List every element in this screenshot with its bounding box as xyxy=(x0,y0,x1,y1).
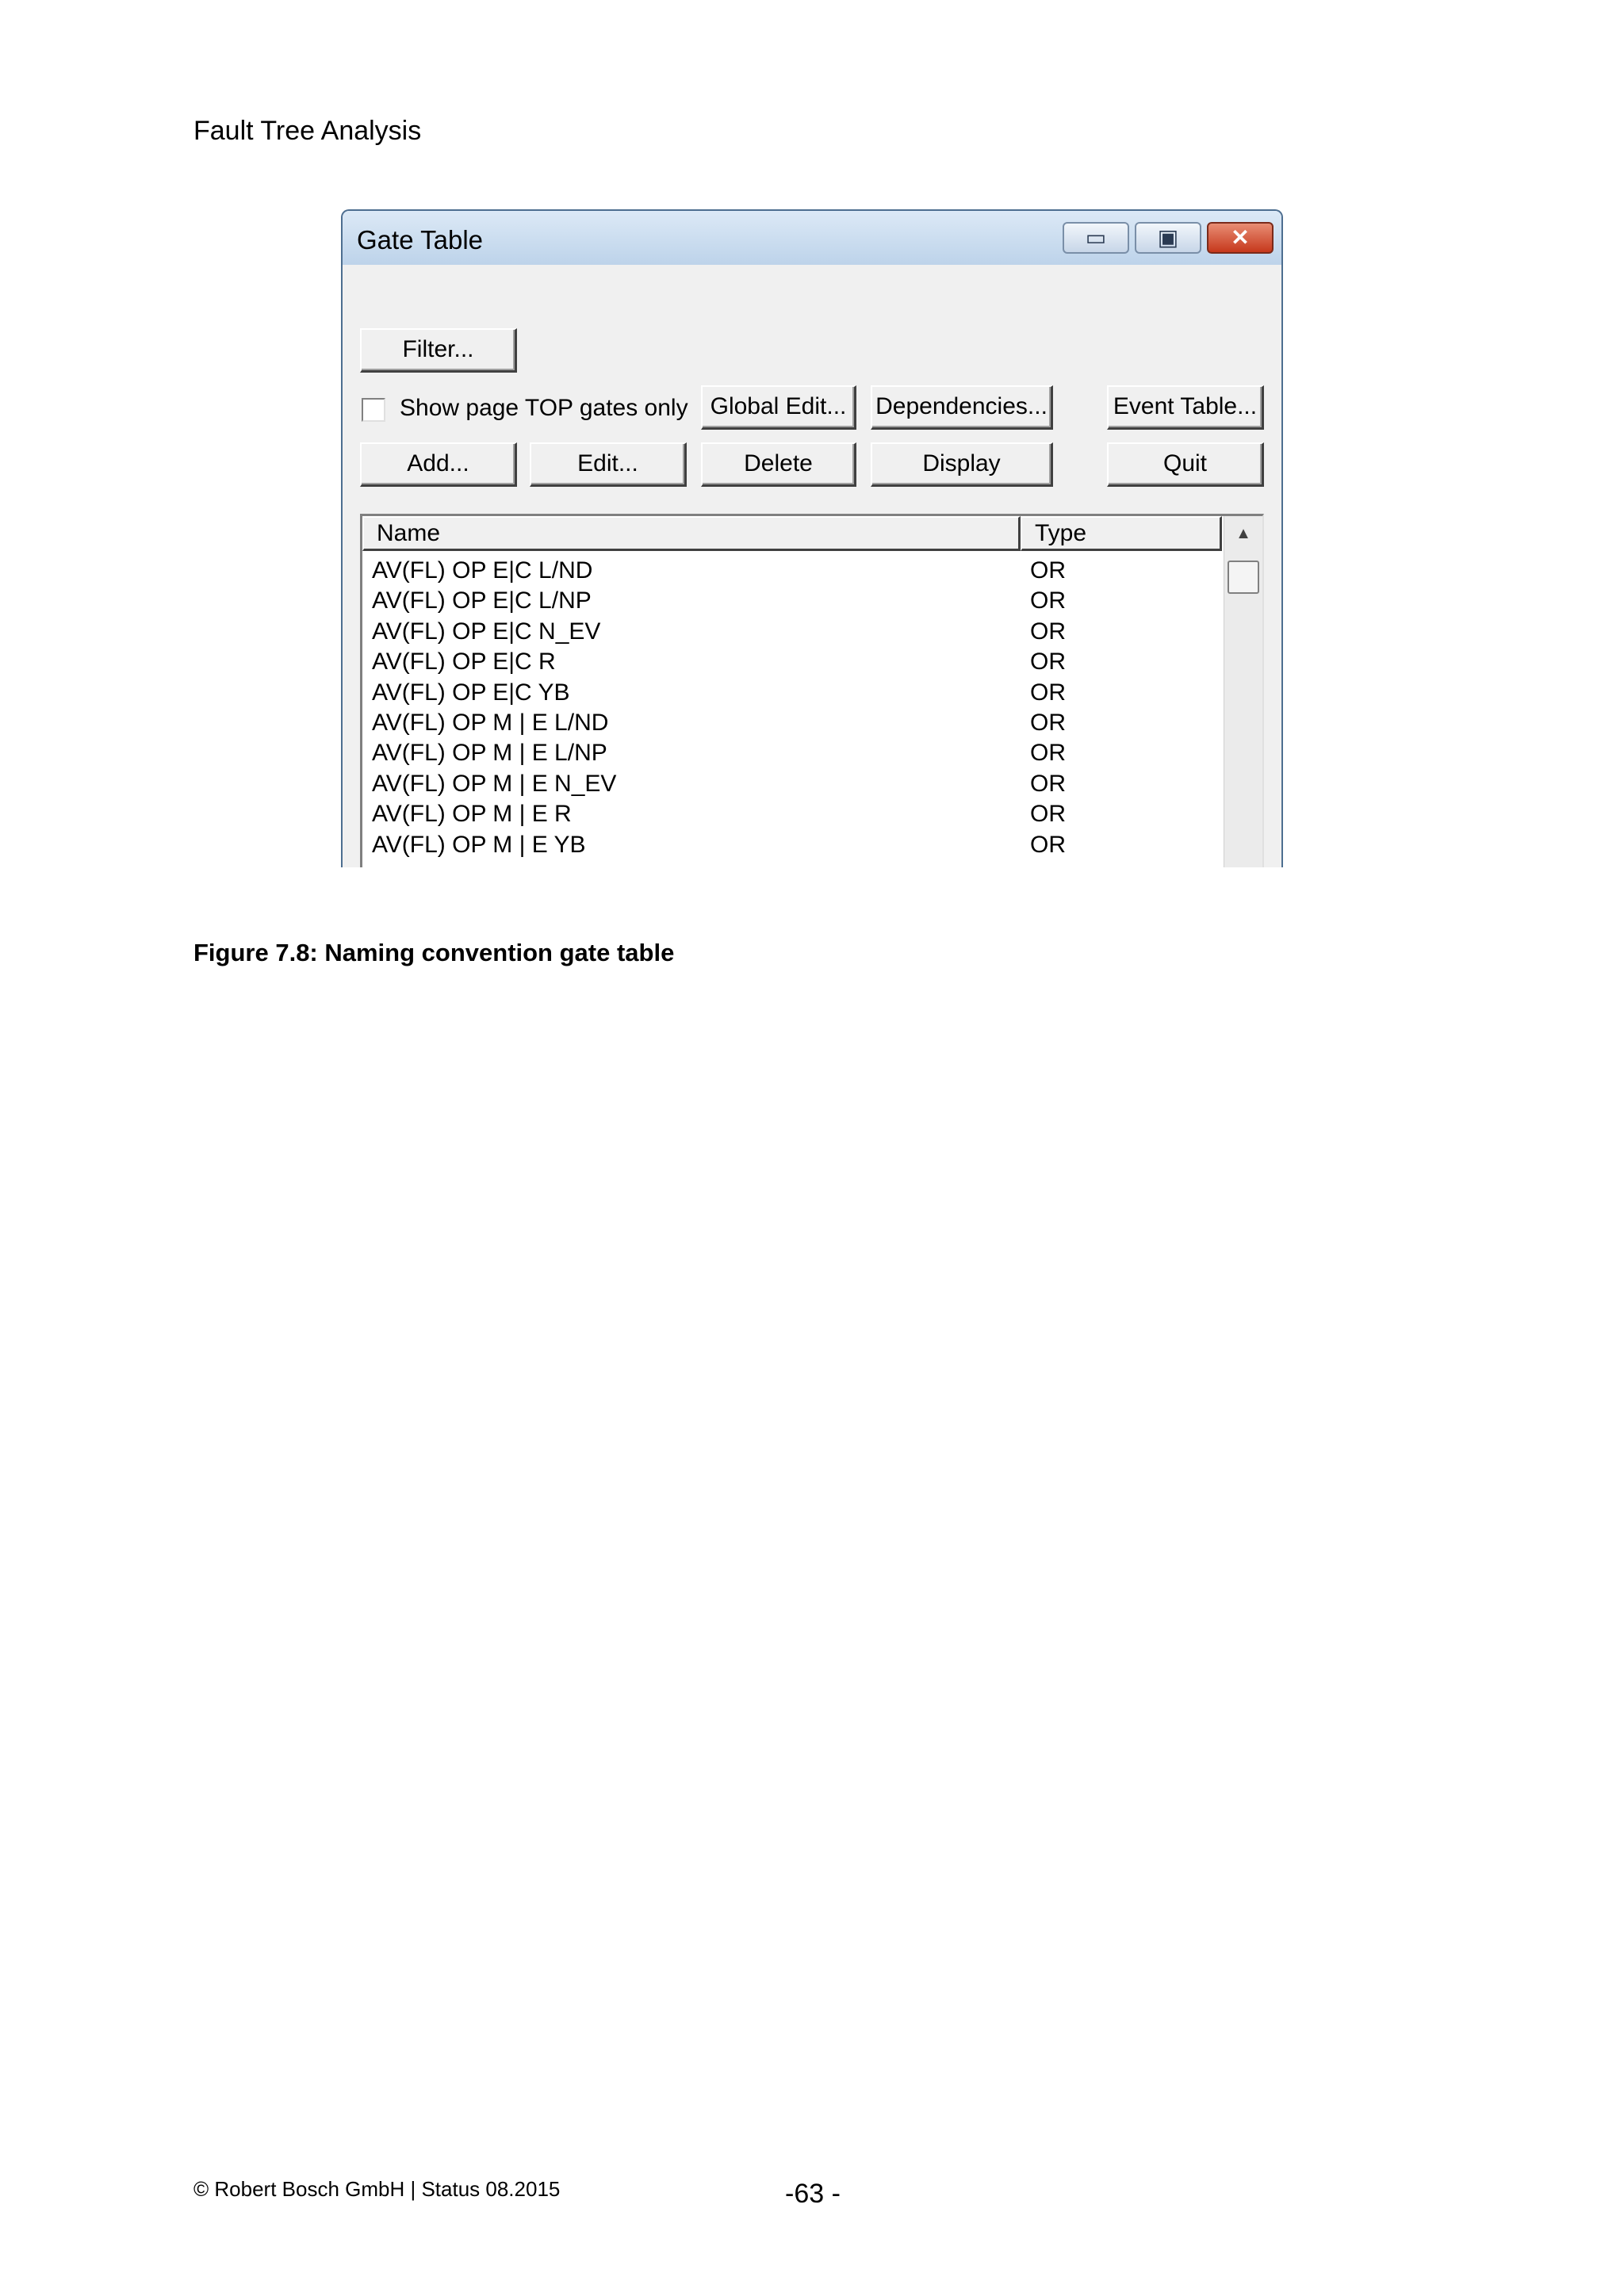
delete-button[interactable]: Delete xyxy=(701,442,856,487)
gate-name: AV(FL) OP M | E N_EV xyxy=(372,770,617,797)
column-header-name[interactable]: Name xyxy=(362,516,1021,551)
show-top-gates-checkbox[interactable] xyxy=(362,398,385,422)
table-row[interactable] xyxy=(372,617,1212,647)
add-button[interactable]: Add... xyxy=(360,442,517,487)
column-header-type[interactable]: Type xyxy=(1021,516,1222,551)
gate-type: OR xyxy=(1030,709,1066,736)
gate-type: OR xyxy=(1030,740,1066,767)
gate-name: AV(FL) OP M | E L/NP xyxy=(372,740,607,767)
gate-type: OR xyxy=(1030,801,1066,828)
minimize-button[interactable] xyxy=(1063,222,1129,254)
gate-name: AV(FL) OP M | E R xyxy=(372,801,572,828)
display-button[interactable]: Display xyxy=(871,442,1053,487)
filter-button[interactable]: Filter... xyxy=(360,328,517,373)
table-row[interactable] xyxy=(372,556,1212,586)
gate-name: AV(FL) OP E|C L/ND xyxy=(372,557,593,584)
table-row[interactable] xyxy=(372,830,1212,860)
dependencies-button[interactable]: Dependencies... xyxy=(871,385,1053,430)
table-row[interactable] xyxy=(372,769,1212,799)
window-title: Gate Table xyxy=(357,225,484,254)
gate-table-window xyxy=(341,209,1283,867)
gate-type: OR xyxy=(1030,557,1066,584)
gate-name: AV(FL) OP M | E YB xyxy=(372,831,586,858)
page-header: Fault Tree Analysis xyxy=(193,116,422,146)
page-number: -63 - xyxy=(785,2179,841,2209)
global-edit-button[interactable]: Global Edit... xyxy=(701,385,856,430)
quit-button[interactable]: Quit xyxy=(1107,442,1264,487)
table-row[interactable] xyxy=(372,738,1212,768)
table-row[interactable] xyxy=(372,799,1212,829)
maximize-button[interactable] xyxy=(1135,222,1201,254)
scroll-thumb[interactable] xyxy=(1228,561,1259,594)
table-row[interactable] xyxy=(372,647,1212,677)
gate-type: OR xyxy=(1030,679,1066,706)
close-icon: ✕ xyxy=(1231,225,1250,250)
gate-name: AV(FL) OP E|C L/NP xyxy=(372,587,592,614)
table-row[interactable] xyxy=(372,678,1212,708)
minimize-icon: ▭ xyxy=(1085,225,1107,250)
gate-name: AV(FL) OP E|C N_EV xyxy=(372,618,601,645)
gate-list[interactable] xyxy=(360,514,1264,867)
table-row[interactable] xyxy=(372,708,1212,738)
gate-type: OR xyxy=(1030,770,1066,797)
footer-copyright: © Robert Bosch GmbH | Status 08.2015 xyxy=(193,2177,561,2201)
title-bar[interactable] xyxy=(343,211,1281,265)
gate-type: OR xyxy=(1030,831,1066,858)
vertical-scrollbar[interactable] xyxy=(1224,516,1262,867)
table-row[interactable] xyxy=(372,586,1212,616)
edit-button[interactable]: Edit... xyxy=(530,442,687,487)
gate-type: OR xyxy=(1030,618,1066,645)
maximize-icon: ▣ xyxy=(1157,225,1179,250)
close-button[interactable] xyxy=(1207,222,1274,254)
gate-rows xyxy=(372,556,1212,860)
gate-name: AV(FL) OP E|C R xyxy=(372,649,556,675)
event-table-button[interactable]: Event Table... xyxy=(1107,385,1264,430)
figure-caption: Figure 7.8: Naming convention gate table xyxy=(193,939,675,966)
gate-name: AV(FL) OP M | E L/ND xyxy=(372,709,609,736)
scroll-up-icon[interactable]: ▲ xyxy=(1235,525,1251,542)
show-top-gates-label: Show page TOP gates only xyxy=(400,395,688,421)
gate-type: OR xyxy=(1030,649,1066,675)
gate-name: AV(FL) OP E|C YB xyxy=(372,679,570,706)
gate-type: OR xyxy=(1030,587,1066,614)
